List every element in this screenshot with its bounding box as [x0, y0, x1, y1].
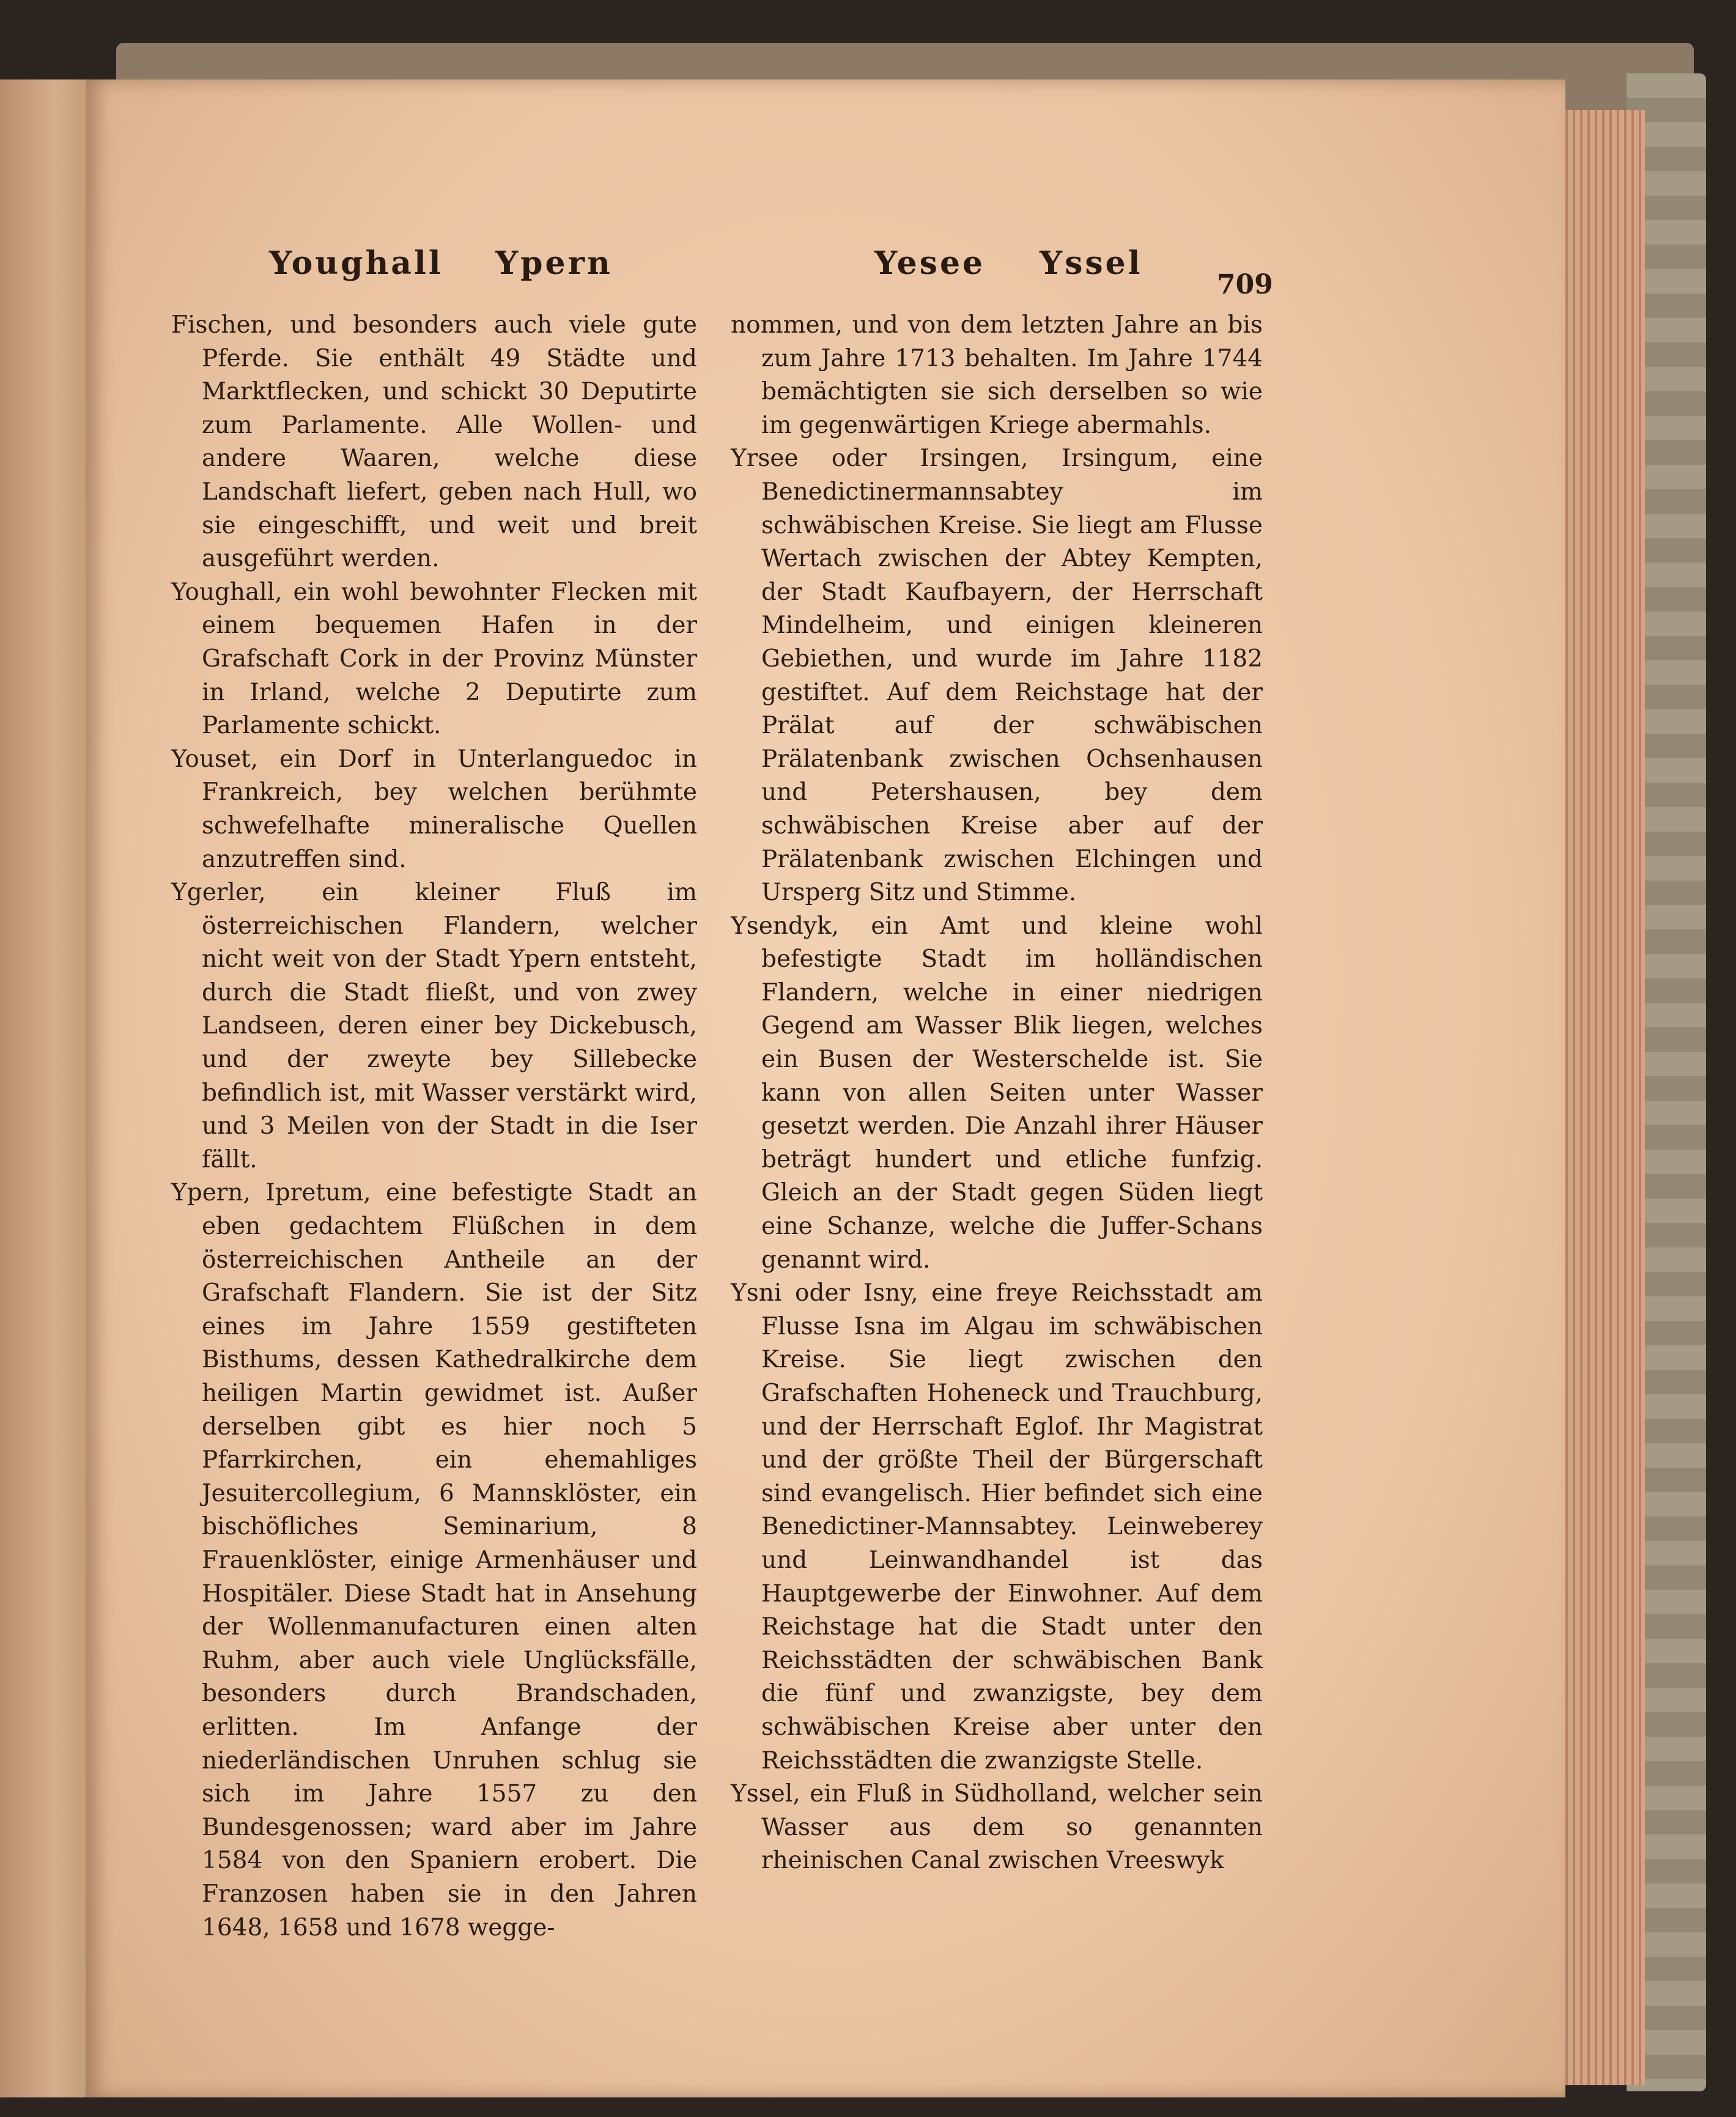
entry-ysni: Ysni oder Isny, eine freye Reichsstadt am Flusse Isna im Algau im schwäbischen Kreise. Sie liegt zwischen den Grafschaften Hoheneck und Trauchburg, und der Herrschaft Eglof. Ihr Magistrat und der größte Theil der Bürgerschaft sind evangelisch. Hier befindet sich eine Benedictiner-Mannsabtey. Leinweberey und Leinwandhandel ist das Hauptgewerbe der Einwohner. Auf dem Reichstage hat die Stadt unter den Reichsstädten der schwäbischen Bank die fünf und zwanzigste, bey dem schwäbischen Kreise aber unter den Reichsstädten die zwanzigste Stelle.: [731, 1279, 1263, 1775]
running-head-left-b: Ypern: [495, 245, 613, 282]
facing-page: [0, 79, 92, 2097]
entry-ysendyk: Ysendyk, ein Amt und kleine wohl befestigte Stadt im holländischen Flandern, welche in einer niedrigen Gegend am Wasser Blik liegen, welches ein Busen der Westerschelde ist. Sie kann von allen Seiten unter Wasser gesetzt werden. Die Anzahl ihrer Häuser beträgt hundert und etliche funfzig. Gleich an der Stadt gegen Süden liegt eine Schanze, welche die Juffer-Schans genannt wird.: [731, 912, 1263, 1274]
page-number: 709: [1217, 269, 1273, 300]
entry-youghall: Youghall, ein wohl bewohnter Flecken mit einem bequemen Hafen in der Grafschaft Cork in der Provinz Münster in Irland, welche 2 Deputirte zum Parlamente schickt.: [171, 578, 697, 740]
page-edges: [1553, 110, 1645, 2085]
right-column: [731, 309, 1263, 1878]
running-head-right-b: Yssel: [1040, 245, 1143, 282]
entry-yrsee: Yrsee oder Irsingen, Irsingum, eine Benedictinermannsabtey im schwäbischen Kreise. Sie liegt am Flusse Wertach zwischen der Abtey Kempten, der Stadt Kaufbayern, der Herrschaft Mindelheim, und einigen kleineren Gebiethen, und wurde im Jahre 1182 gestiftet. Auf dem Reichstage hat der Prälat auf der schwäbischen Prälatenbank zwischen Ochsenhausen und Petershausen, bey dem schwäbischen Kreise aber auf der Prälatenbank zwischen Elchingen und Ursperg Sitz und Stimme.: [731, 445, 1263, 907]
left-column: [171, 309, 697, 1945]
entry-ypern: Ypern, Ipretum, eine befestigte Stadt an eben gedachtem Flüßchen in dem österreichischen Antheile an der Grafschaft Flandern. Sie ist der Sitz eines im Jahre 1559 gestifteten Bisthums, dessen Kathedralkirche dem heiligen Martin gewidmet ist. Außer derselben gibt es hier noch 5 Pfarrkirchen, ein ehemahliges Jesuitercollegium, 6 Mannsklöster, ein bischöfliches Seminarium, 8 Frauenklöster, einige Armenhäuser und Hospitäler. Diese Stadt hat in Ansehung der Wollenmanufacturen einen alten Ruhm, aber auch viele Unglücksfälle, besonders durch Brandschaden, erlitten. Im Anfange der niederländischen Unruhen schlug sie sich im Jahre 1557 zu den Bundesgenossen; ward aber im Jahre 1584 von den Spaniern erobert. Die Franzosen haben sie in den Jahren 1648, 1658 und 1678 wegge-: [171, 1179, 697, 1942]
entry-yssel: Yssel, ein Fluß in Südholland, welcher sein Wasser aus dem so genannten rheinischen Canal zwischen Vreeswyk: [731, 1780, 1263, 1875]
running-head-left-a: Youghall: [269, 245, 443, 282]
entry-ypern-continued: nommen, und von dem letzten Jahre an bis zum Jahre 1713 behalten. Im Jahre 1744 bemächtigten sie sich derselben so wie im gegenwärtigen Kriege abermahls.: [731, 311, 1263, 439]
entry-continuation: Fischen, und besonders auch viele gute Pferde. Sie enthält 49 Städte und Marktflecken, und schickt 30 Deputirte zum Parlamente. Alle Wollen- und andere Waaren, welche diese Landschaft liefert, geben nach Hull, wo sie eingeschifft, und weit und breit ausgeführt werden.: [171, 311, 697, 573]
entry-youset: Youset, ein Dorf in Unterlanguedoc in Frankreich, bey welchen berühmte schwefelhafte mineralische Quellen anzutreffen sind.: [171, 745, 697, 873]
entry-ygerler: Ygerler, ein kleiner Fluß im österreichischen Flandern, welcher nicht weit von der Stadt Ypern entsteht, durch die Stadt fließt, und von zwey Landseen, deren einer bey Dickebusch, und der zweyte bey Sillebecke befindlich ist, mit Wasser verstärkt wird, und 3 Meilen von der Stadt in die Iser fällt.: [171, 879, 697, 1173]
running-head-right-a: Yesee: [874, 245, 986, 282]
